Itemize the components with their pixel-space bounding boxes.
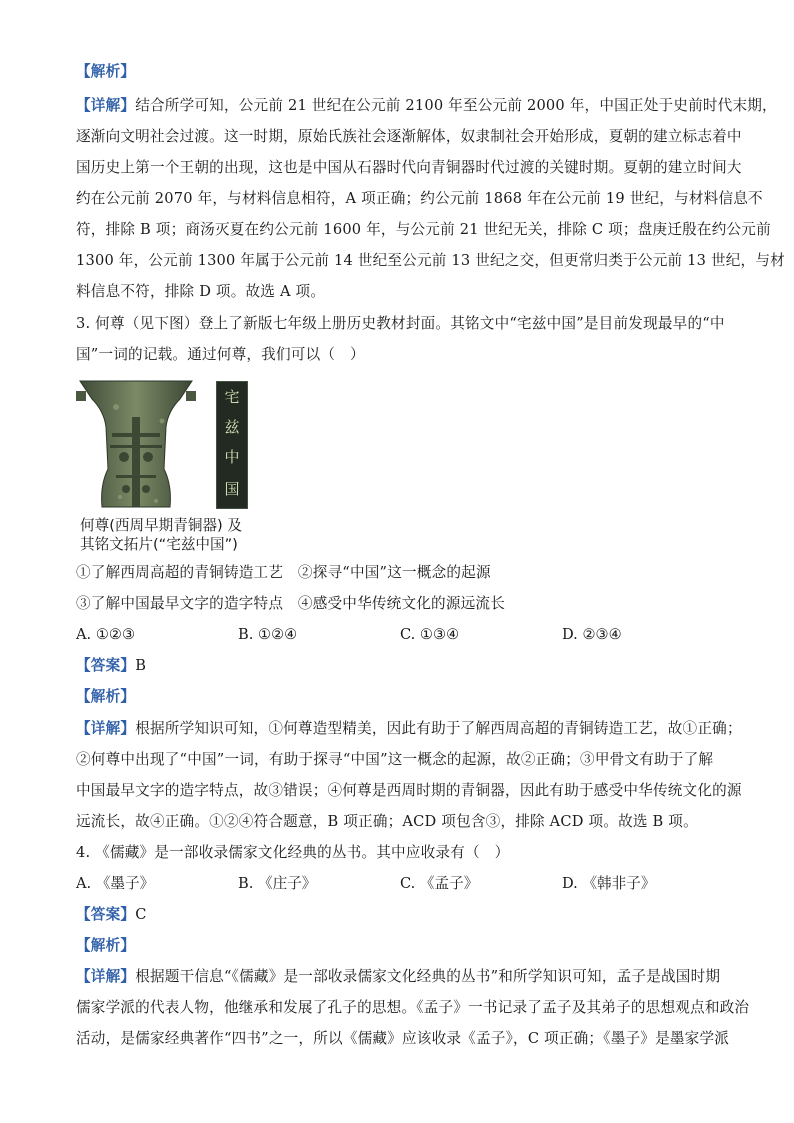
q4-detail-line: 活动，是儒家经典著作“四书”之一，所以《儒藏》应该收录《孟子》，C 项正确；《墨子》是墨家学派 (76, 1030, 730, 1047)
q4-analysis-heading: 【解析】 (76, 937, 136, 954)
q3-detail-line: ②何尊中出现了“中国”一词，有助于探寻“中国”这一概念的起源，故②正确；③甲骨文有助于了解 (76, 751, 714, 768)
q4-answer-tag: 【答案】 (76, 906, 136, 923)
q3-answer (76, 656, 146, 676)
bronze-zun-vessel-image (76, 377, 196, 511)
q3-option-c: C. ①③④ (400, 626, 460, 643)
q2-detail-line: 符，排除 B 项；商汤灭夏在约公元前 1600 年，与公元前 21 世纪无关，排除 C 项；盘庚迁殷在约公元前 (76, 221, 771, 238)
q3-option-b: B. ①②④ (238, 626, 298, 643)
q2-detail-line: 逐渐向文明社会过渡。这一时期，原始氏族社会逐渐解体，奴隶制社会开始形成，夏朝的建立标志着中 (76, 128, 742, 145)
q3-detail-line: 远流长，故④正确。①②④符合题意，B 项正确；ACD 项包含③，排除 ACD 项。故选 B 项。 (76, 813, 698, 830)
q2-detail-line: 1300 年，公元前 1300 年属于公元前 14 世纪至公元前 13 世纪之交，但更常归类于公元前 13 世纪，与材 (76, 252, 785, 269)
q4-detail-tag: 【详解】 (76, 968, 136, 985)
q4-detail-line: 【详解】根据题干信息“《儒藏》是一部收录儒家文化经典的丛书”和所学知识可知，孟子是战国时期 (76, 968, 721, 985)
q3-option-a: A. ①②③ (76, 626, 136, 643)
q4-detail-line: 儒家学派的代表人物，他继承和发展了孔子的思想。《孟子》一书记录了孟子及其弟子的思想观点和政治 (76, 999, 750, 1016)
inscription-rubbing-image (216, 381, 248, 509)
q2-detail-line: 【详解】结合所学可知，公元前 21 世纪在公元前 2100 年至公元前 2000 年，中国正处于史前时代末期， (76, 97, 777, 114)
q4-option-c: C. 《孟子》 (400, 875, 479, 892)
q3-stem-line: 国”一词的记载。通过何尊，我们可以（ ） (76, 346, 365, 363)
q4-option-d: D. 《韩非子》 (562, 875, 656, 892)
q4-option-a: A. 《墨子》 (76, 875, 155, 892)
q3-detail-line: 中国最早文字的造字特点，故③错误；④何尊是西周时期的青铜器，因此有助于感受中华传统文化的源 (76, 782, 742, 799)
q4-answer-value: C (135, 906, 147, 923)
q3-analysis-heading: 【解析】 (76, 688, 136, 705)
q3-detail-tag: 【详解】 (76, 720, 136, 737)
q3-detail-line: 【详解】根据所学知识可知，①何尊造型精美，因此有助于了解西周高超的青铜铸造工艺，故①正确； (76, 720, 742, 737)
q3-answer-tag: 【答案】 (76, 657, 136, 674)
q3-stem-line: 3. 何尊（见下图）登上了新版七年级上册历史教材封面。其铭文中“宅兹中国”是目前发现最早的“中 (76, 315, 725, 332)
q2-detail-line: 料信息不符，排除 D 项。故选 A 项。 (76, 283, 326, 300)
q4-answer (76, 905, 147, 925)
q4-option-b: B. 《庄子》 (238, 875, 317, 892)
rubbing-glyph: 兹 (224, 418, 240, 436)
q4-stem: 4. 《儒藏》是一部收录儒家文化经典的丛书。其中应收录有（ ） (76, 844, 510, 861)
q2-analysis-heading: 【解析】 (76, 63, 136, 80)
figure-caption-line: 其铭文拓片(“宅兹中国”) (80, 536, 238, 553)
figure-caption-line: 何尊(西周早期青铜器) 及 (80, 517, 242, 534)
q3-figure (76, 377, 276, 555)
q3-option-d: D. ②③④ (562, 626, 622, 643)
rubbing-glyph: 宅 (224, 388, 240, 406)
q2-detail-line: 约在公元前 2070 年，与材料信息相符，A 项正确；约公元前 1868 年在公元前 19 世纪，与材料信息不 (76, 190, 763, 207)
rubbing-glyph: 中 (224, 448, 240, 466)
q3-answer-value: B (135, 657, 147, 674)
q3-statement: ③了解中国最早文字的造字特点 ④感受中华传统文化的源远流长 (76, 595, 506, 612)
q3-statement: ①了解西周高超的青铜铸造工艺 ②探寻“中国”这一概念的起源 (76, 564, 491, 581)
q2-detail-line: 国历史上第一个王朝的出现，这也是中国从石器时代向青铜器时代过渡的关键时期。夏朝的建立时间大 (76, 159, 742, 176)
q2-detail-tag: 【详解】 (76, 97, 136, 114)
rubbing-glyph: 国 (224, 480, 240, 498)
